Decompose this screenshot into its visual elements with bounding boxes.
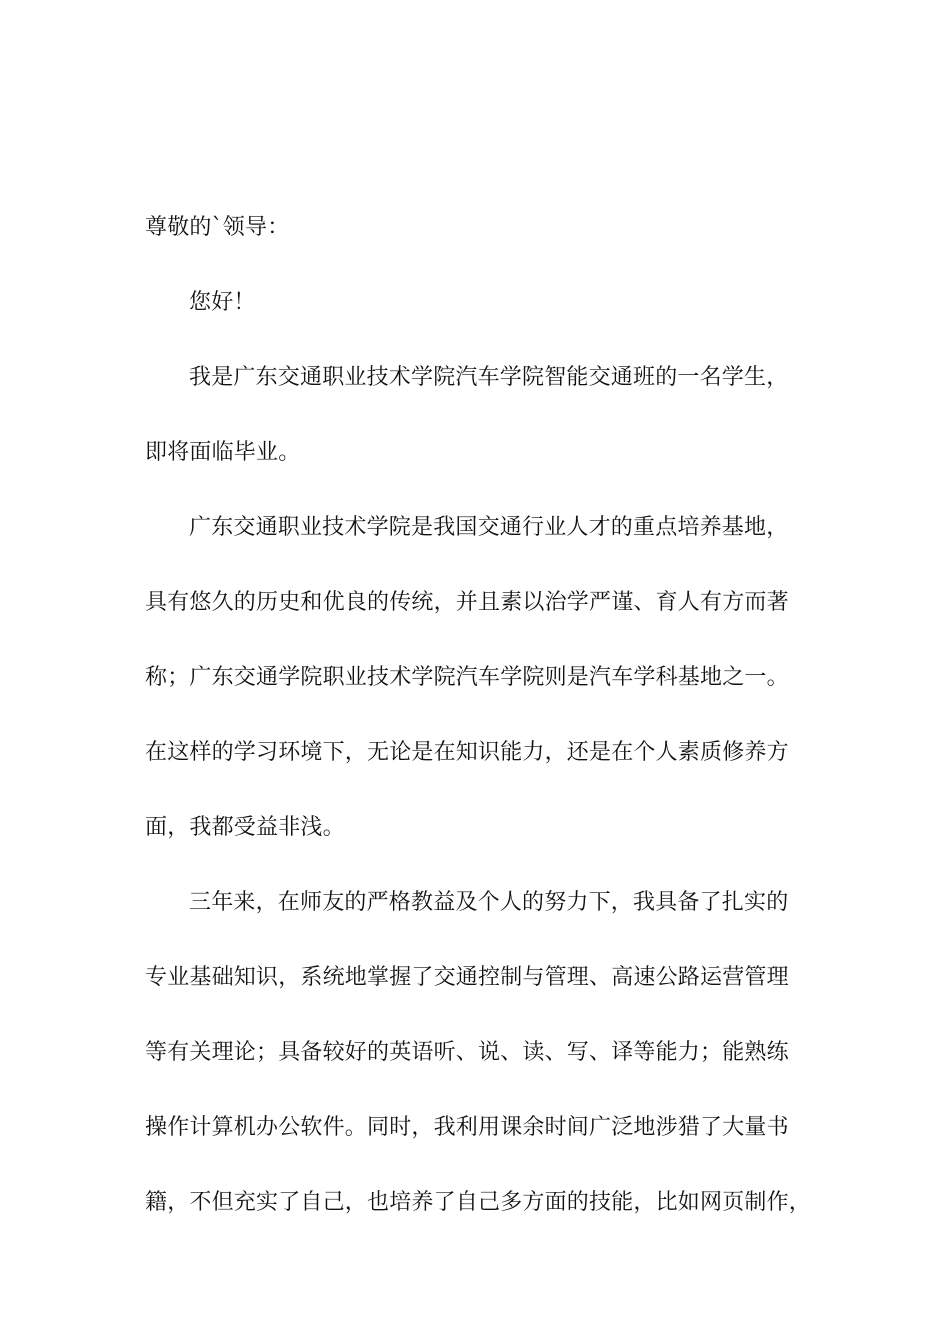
- text-line: 您好！: [189, 290, 256, 315]
- text-line: 我是广东交通职业技术学院汽车学院智能交通班的一名学生，: [189, 365, 789, 390]
- text-line: 操作计算机办公软件。同时，我利用课余时间广泛地涉猎了大量书: [145, 1115, 789, 1140]
- text-line: 广东交通职业技术学院是我国交通行业人才的重点培养基地，: [189, 515, 789, 540]
- text-line: 面，我都受益非浅。: [145, 815, 345, 840]
- letter-body: [145, 206, 825, 1256]
- text-line: 籍，不但充实了自己，也培养了自己多方面的技能，比如网页制作，: [145, 1190, 812, 1215]
- text-line: 在这样的学习环境下，无论是在知识能力，还是在个人素质修养方: [145, 740, 789, 765]
- text-line: 即将面临毕业。: [145, 440, 301, 465]
- text-line: 等有关理论；具备较好的英语听、说、读、写、译等能力；能熟练: [145, 1040, 789, 1065]
- text-line: 称；广东交通学院职业技术学院汽车学院则是汽车学科基地之一。: [145, 665, 789, 690]
- text-line: 具有悠久的历史和优良的传统，并且素以治学严谨、育人有方而著: [145, 590, 789, 615]
- text-line: 尊敬的`领导：: [145, 215, 290, 240]
- text-line: 专业基础知识，系统地掌握了交通控制与管理、高速公路运营管理: [145, 965, 789, 990]
- text-line: 三年来，在师友的严格教益及个人的努力下，我具备了扎实的: [189, 890, 789, 915]
